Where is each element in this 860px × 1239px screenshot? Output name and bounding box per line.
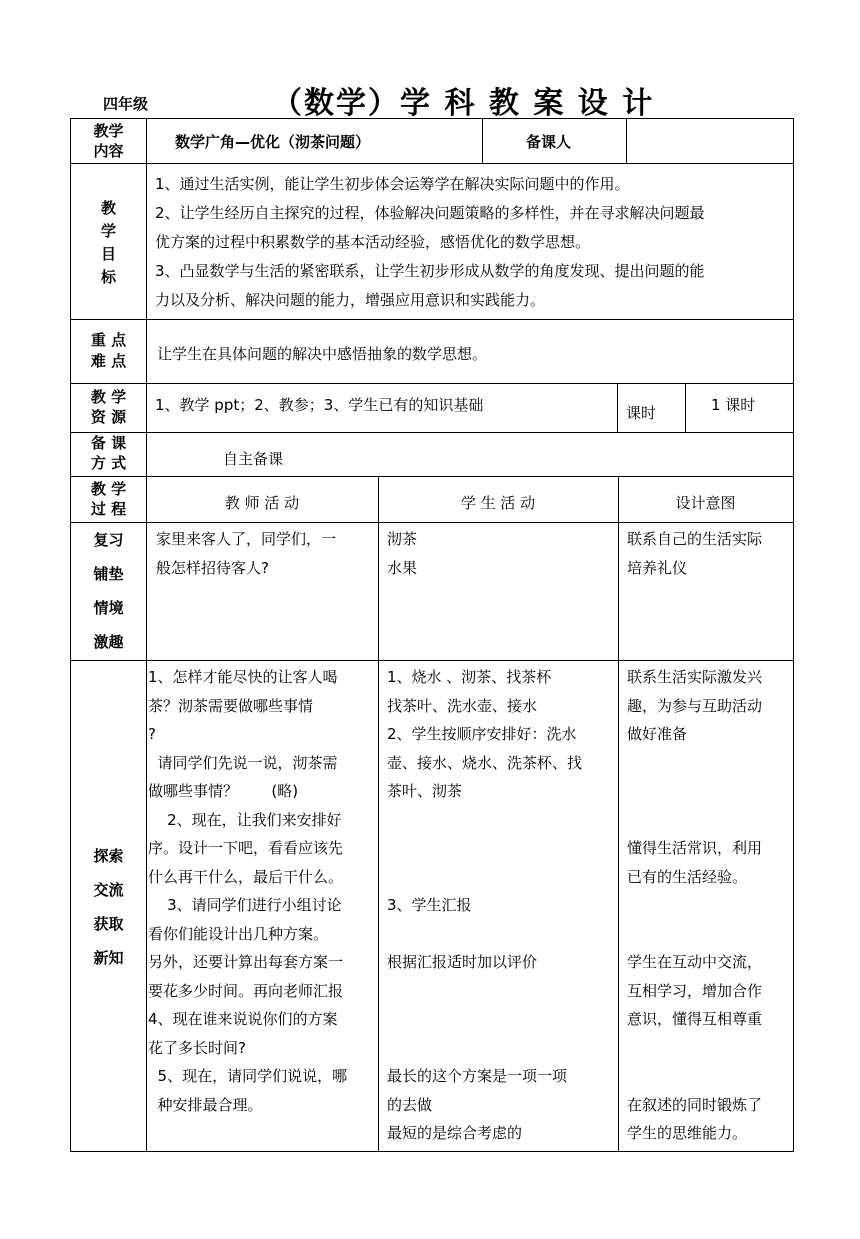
text-line: 水果 (387, 558, 418, 577)
goal-line: 力以及分析、解决问题的能力，增强应用意识和实践能力。 (155, 291, 546, 309)
process-label (71, 479, 146, 519)
text-line: 请同学们先说一说，沏茶需 (148, 753, 338, 772)
text-line: 1、烧水 、沏茶、找茶杯 (387, 668, 552, 686)
col-divider (618, 476, 619, 1151)
col-divider (378, 476, 379, 1151)
text-line (627, 749, 762, 778)
row-divider (71, 432, 793, 433)
text-line (387, 920, 582, 949)
label-line: 学 (100, 222, 116, 240)
label-line: 教 (100, 199, 116, 217)
text-line: 2、学生按顺序安排好：洗水 (387, 725, 577, 743)
label-line: 教学 (93, 122, 124, 140)
explore-intent-cell (627, 663, 762, 1148)
text-line (627, 920, 762, 949)
label-line: 目 (100, 245, 116, 263)
label-line: 内容 (93, 142, 124, 160)
text-line: 培养礼仪 (627, 558, 688, 577)
text-line: 家里来客人了，同学们，一 (156, 530, 337, 548)
page-title: （数学）学 科 教 案 设 计 (272, 86, 655, 121)
label-line: 标 (100, 268, 116, 286)
text-line: 学生的思维能力。 (627, 1124, 748, 1142)
row-divider (71, 319, 793, 320)
label-line: 教 学 (90, 480, 127, 498)
text-line: 找茶叶、洗水壶、接水 (387, 696, 538, 715)
col-divider (482, 119, 483, 163)
prep-method-value: 自主备课 (223, 450, 284, 468)
key-points-text: 让学生在具体问题的解决中感悟抽象的数学思想。 (157, 345, 488, 363)
label-line: 备 课 (90, 434, 127, 452)
lesson-topic: 数学广角—优化（沏茶问题） (175, 133, 371, 151)
key-points-label (71, 330, 146, 372)
row-divider (71, 476, 793, 477)
text-line: 壶、接水、烧水、洗茶杯、找 (387, 753, 583, 772)
text-line: 什么再干什么，最后干什么。 (148, 867, 344, 886)
resources-text: 1、教学 ppt；2、教参；3、学生已有的知识基础 (155, 396, 484, 414)
period-value: 1 课时 (711, 396, 756, 414)
text-line (627, 1034, 762, 1063)
explore-label (71, 839, 146, 975)
review-intent-cell (627, 525, 762, 582)
resources-label (71, 387, 146, 427)
preparer-label: 备课人 (526, 133, 572, 151)
text-line: 意识，懂得互相尊重 (627, 1010, 763, 1028)
text-line (387, 977, 582, 1006)
text-line: 般怎样招待客人? (156, 558, 269, 577)
text-line: 5、现在，请同学们说说，哪 (148, 1067, 348, 1085)
text-line: 已有的生活经验。 (627, 867, 748, 886)
text-line: 3、学生汇报 (387, 896, 472, 914)
text-line: 做哪些事情？ (略) (148, 782, 299, 800)
review-teacher-cell (156, 525, 336, 582)
lesson-plan-table (70, 118, 794, 1152)
design-intent-header: 设计意图 (675, 494, 736, 512)
row-divider (71, 660, 793, 661)
text-line (627, 1062, 762, 1091)
text-line: 4、现在谁来说说你们的方案 (148, 1010, 338, 1028)
text-line: 花了多长时间? (148, 1038, 246, 1057)
text-line: 做好准备 (627, 725, 688, 743)
text-line (627, 806, 762, 835)
label-line: 资 源 (90, 408, 127, 426)
label-line: 铺垫 (93, 565, 124, 583)
text-line: 互相学习，增加合作 (627, 981, 763, 1000)
text-line (387, 806, 582, 835)
text-line (387, 834, 582, 863)
review-student-cell (387, 525, 417, 582)
period-label: 课时 (626, 404, 657, 422)
text-line (387, 1005, 582, 1034)
label-line: 获取 (93, 915, 124, 933)
explore-teacher-cell (148, 663, 347, 1119)
label-line: 难 点 (90, 352, 127, 370)
text-line: 要花多少时间。再向老师汇报 (148, 981, 344, 1000)
goal-line: 优方案的过程中积累数学的基本活动经验，感悟优化的数学思想。 (155, 233, 591, 251)
label-line: 交流 (93, 881, 124, 899)
text-line: 学生在互动中交流， (627, 953, 763, 971)
col-divider (685, 383, 686, 432)
text-line: 看你们能设计出几种方案。 (148, 924, 329, 943)
text-line (627, 891, 762, 920)
goal-line: 1、通过生活实例，能让学生初步体会运筹学在解决实际问题中的作用。 (155, 175, 630, 193)
col-divider (626, 119, 627, 163)
col-divider (146, 119, 147, 1151)
teacher-activity-header: 教 师 活 动 (224, 494, 300, 512)
row-divider (71, 522, 793, 523)
text-line: 茶？沏茶需要做哪些事情 (148, 696, 314, 715)
goals-label (71, 197, 146, 289)
label-line: 方 式 (90, 454, 127, 472)
text-line: 的去做 (387, 1095, 433, 1114)
text-line: 沏茶 (387, 530, 418, 548)
label-line: 重 点 (90, 331, 127, 349)
goal-line: 2、让学生经历自主探究的过程，体验解决问题策略的多样性，并在寻求解决问题最 (155, 204, 705, 222)
goal-line: 3、凸显数学与生活的紧密联系，让学生初步形成从数学的角度发现、提出问题的能 (155, 262, 705, 280)
text-line (627, 777, 762, 806)
review-label (71, 523, 146, 659)
grade-label: 四年级 (103, 95, 149, 113)
text-line: 联系生活实际激发兴 (627, 668, 763, 686)
col-divider (617, 383, 618, 432)
goals-text (155, 170, 705, 315)
text-line: 联系自己的生活实际 (627, 530, 763, 548)
text-line: 在叙述的同时锻炼了 (627, 1095, 763, 1114)
text-line: 1、怎样才能尽快的让客人喝 (148, 668, 338, 686)
prep-method-label (71, 433, 146, 473)
text-line: 茶叶、沏茶 (387, 782, 463, 800)
text-line: 2、现在，让我们来安排好 (148, 810, 342, 829)
text-line: 3、请同学们进行小组讨论 (148, 896, 342, 914)
text-line: 种安排最合理。 (148, 1095, 263, 1114)
explore-student-cell (387, 663, 582, 1148)
text-line: 另外，还要计算出每套方案一 (148, 953, 344, 971)
row-divider (71, 163, 793, 164)
label-line: 教 学 (90, 388, 127, 406)
text-line: 最长的这个方案是一项一项 (387, 1067, 568, 1085)
text-line: 序。设计一下吧，看看应该先 (148, 839, 344, 857)
text-line: 最短的是综合考虑的 (387, 1124, 523, 1142)
content-label (71, 121, 146, 161)
label-line: 过 程 (90, 500, 127, 518)
text-line (387, 863, 582, 892)
label-line: 探索 (93, 847, 124, 865)
text-line: 根据汇报适时加以评价 (387, 953, 538, 971)
text-line (387, 1034, 582, 1063)
text-line: 趣，为参与互助活动 (627, 696, 763, 715)
label-line: 复习 (93, 531, 124, 549)
student-activity-header: 学 生 活 动 (460, 494, 536, 512)
text-line: 懂得生活常识，利用 (627, 839, 763, 857)
label-line: 新知 (93, 949, 124, 967)
label-line: 激趣 (93, 633, 124, 651)
text-line: ? (148, 725, 156, 743)
label-line: 情境 (93, 599, 124, 617)
